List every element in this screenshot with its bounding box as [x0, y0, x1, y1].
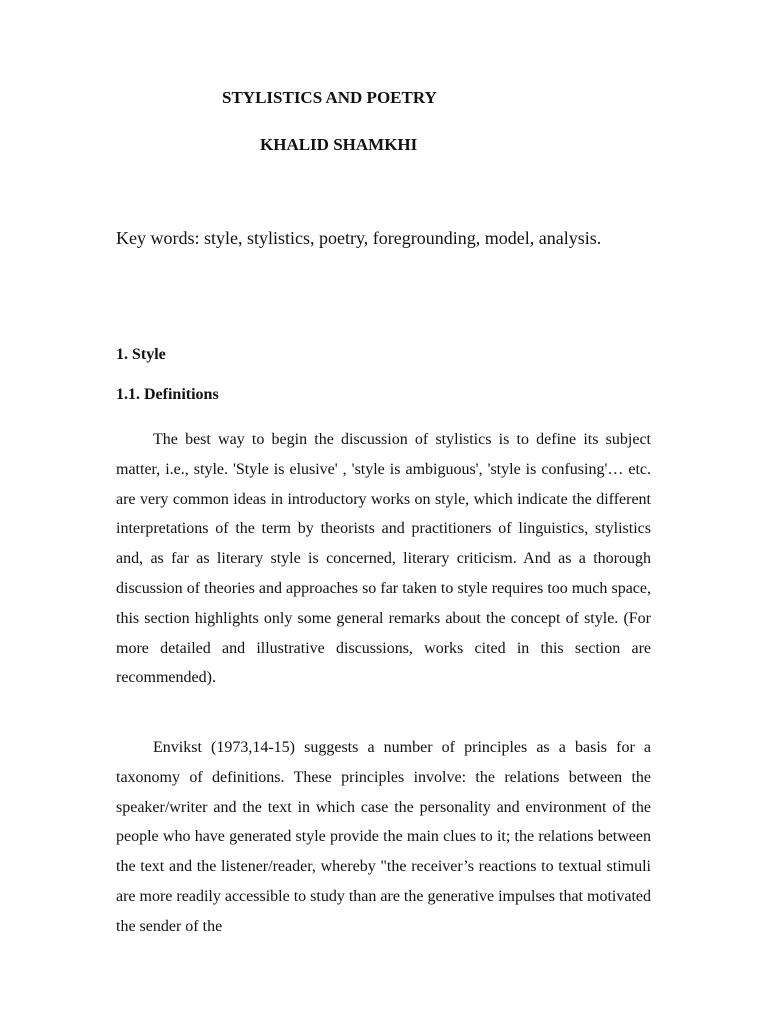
body-paragraph: The best way to begin the discussion of stylistics is to define its subject matter, i.e., style. 'Style is elusive' , 'style is ambiguous', 'style is confusing'… etc. are very common ideas in introductory works on style, which indicate the different interpretations of the term by theorists and practitioners of linguistics, stylistics and, as far as literary style is concerned, literary criticism. And as a thorough discussion of theories and approaches so far taken to style requires too much space, this section highlights only some general remarks about the concept of style. (For more detailed and illustrative discussions, works cited in this section are recommended). [116, 431, 651, 687]
document-title: STYLISTICS AND POETRY [222, 88, 437, 107]
keywords-line: Key words: style, stylistics, poetry, foregrounding, model, analysis. [116, 228, 602, 248]
section-heading: 1. Style [116, 346, 166, 363]
author-name: KHALID SHAMKHI [260, 135, 418, 154]
subsection-heading: 1.1. Definitions [116, 386, 219, 403]
body-paragraph: Envikst (1973,14-15) suggests a number of principles as a basis for a taxonomy of definitions. These principles involve: the relations between the speaker/writer and the text in which case the personality and environment of the people who have generated style provide the main clues to it; the relations between the text and the listener/reader, whereby "the receiver’s reactions to textual stimuli are more readily accessible to study than are the generative impulses that motivated the sender of the [116, 739, 651, 935]
